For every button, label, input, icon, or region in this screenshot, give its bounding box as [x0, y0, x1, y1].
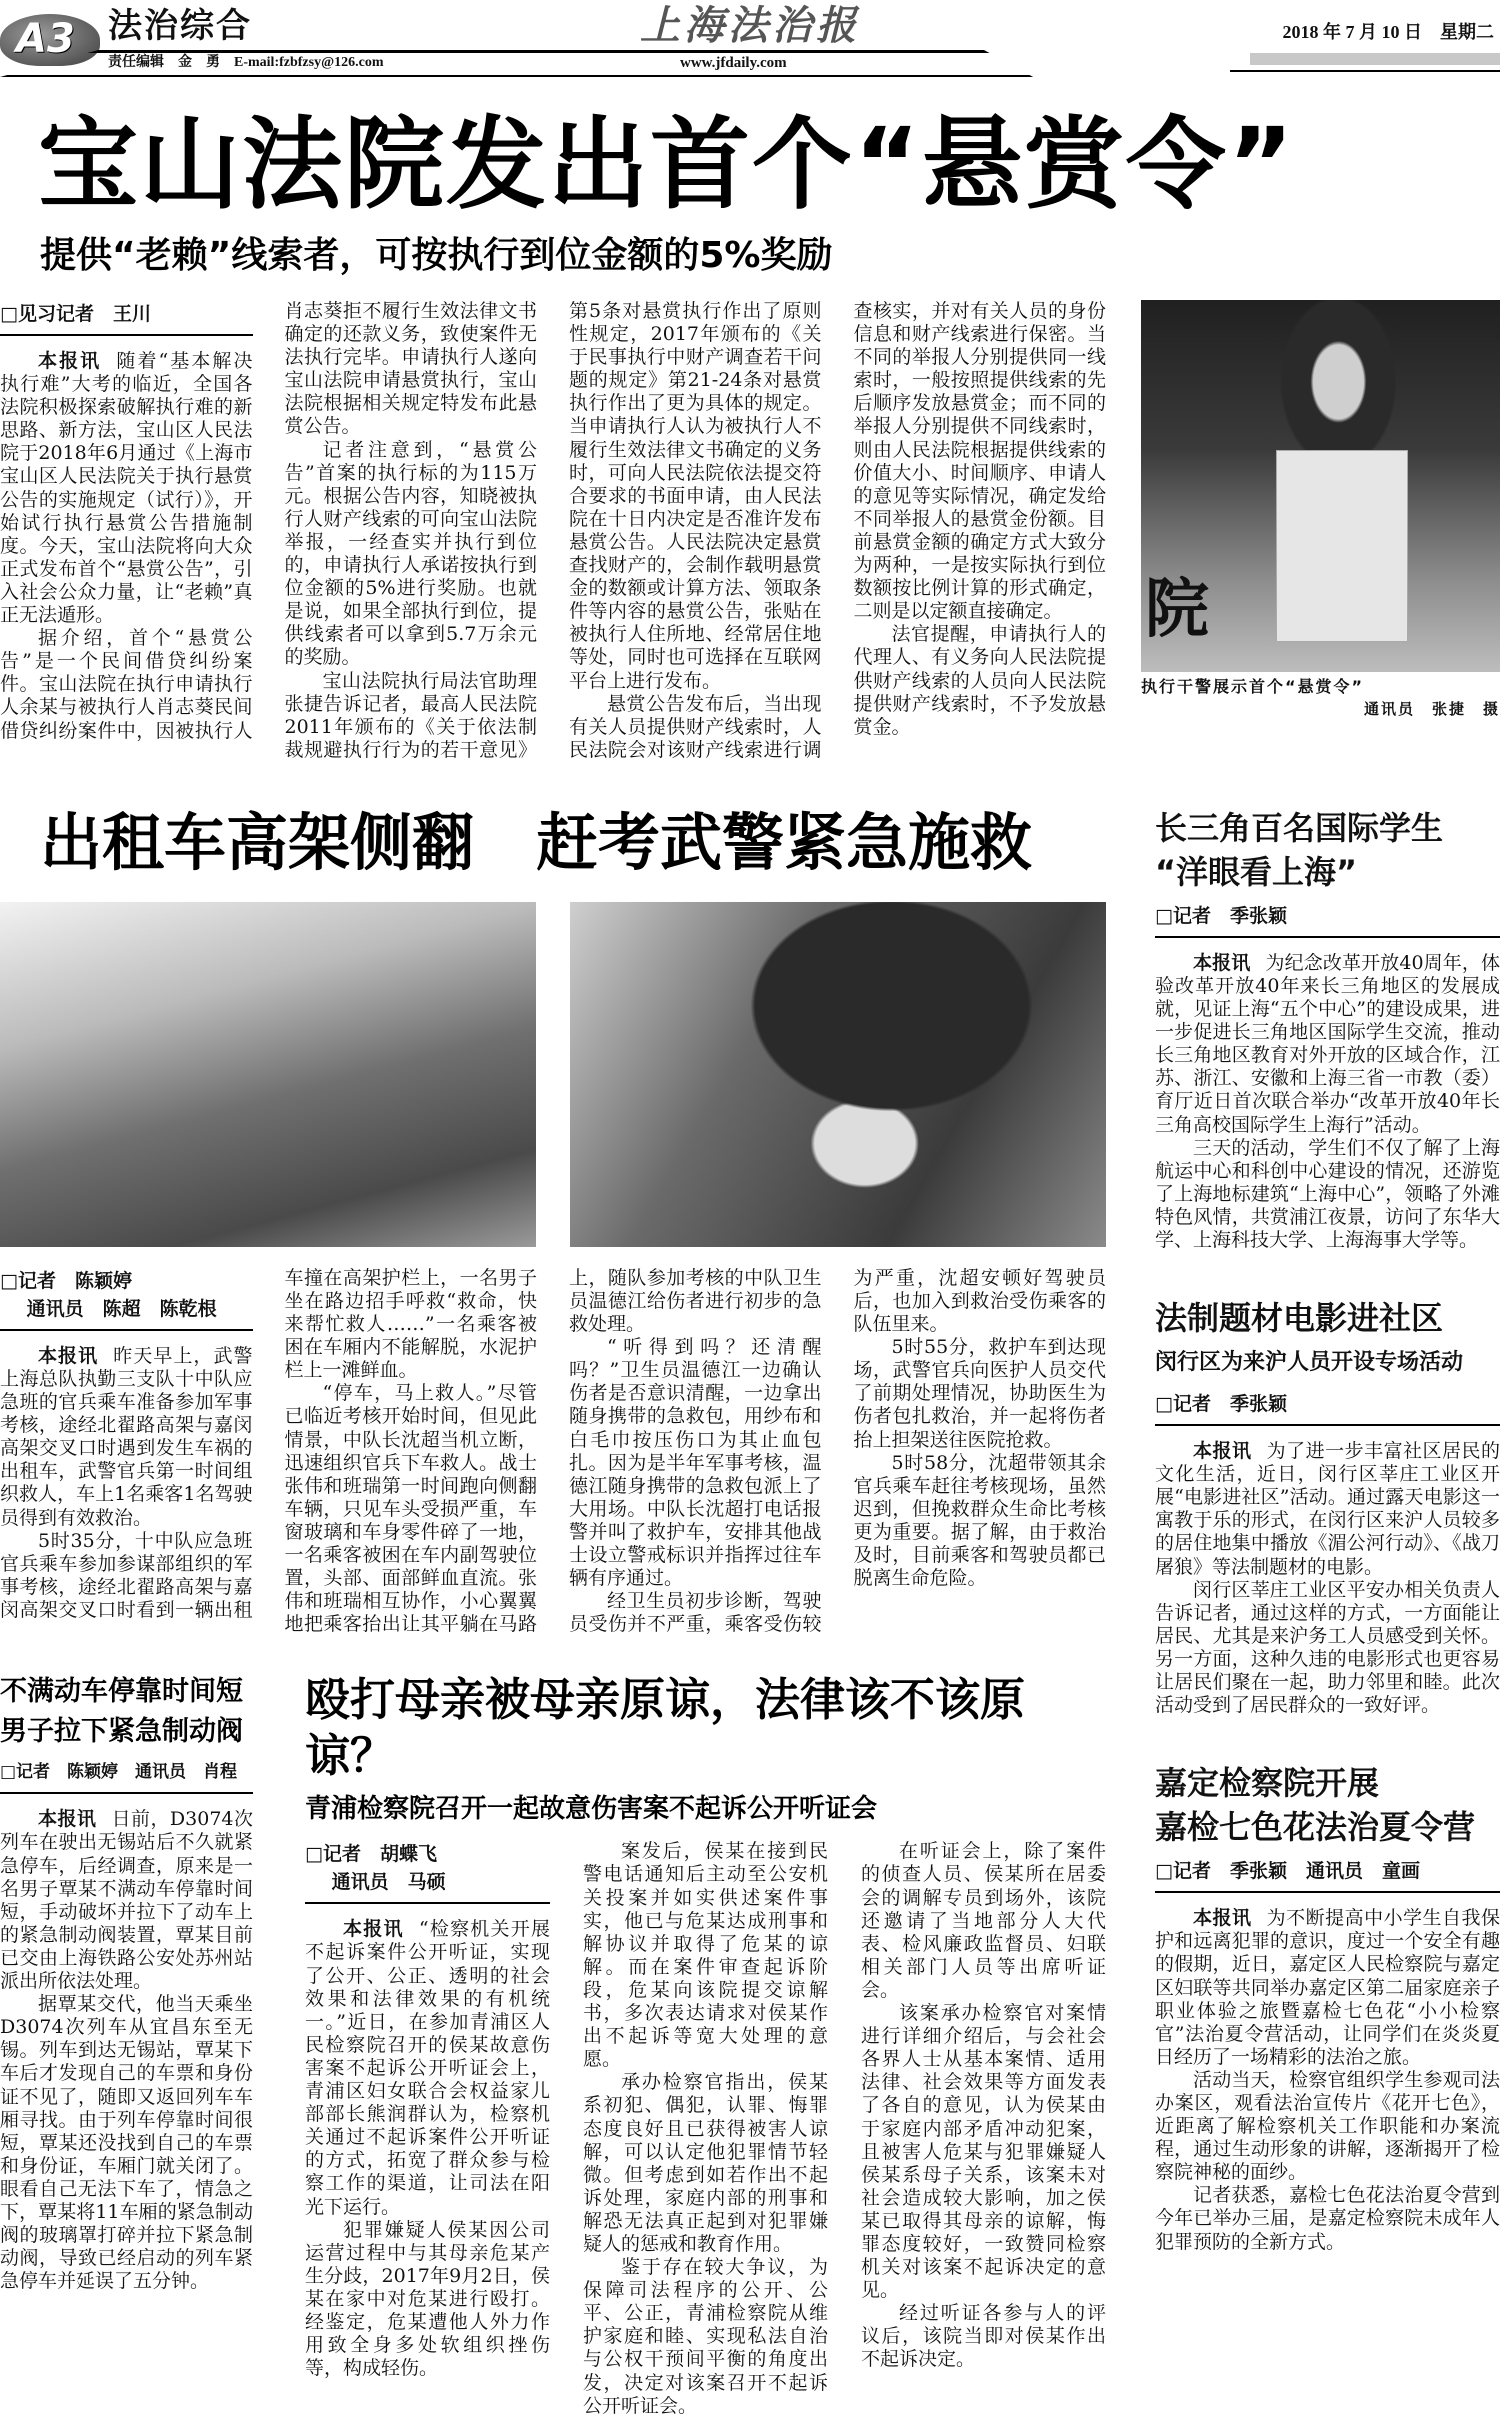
header-gray-bar — [1250, 53, 1500, 65]
headline-line-2: “洋眼看上海” — [1155, 852, 1358, 891]
overturned-taxi-photo — [0, 902, 536, 1247]
paragraph-text: 5时58分，沈超带领其余官兵乘车赶往考核现场，虽然迟到，但挽救群众生命比考核更为重要。据了解，由于救治及时，目前乘客和驾驶员都已脱离生命危险。 — [853, 1451, 1106, 1590]
paragraph — [0, 1808, 253, 1993]
byline — [0, 1267, 253, 1331]
dateline-lead: 本报讯 — [38, 1808, 97, 1831]
dateline-lead: 本报讯 — [38, 350, 102, 372]
court-sign-text: 院 — [1145, 573, 1209, 647]
article-students — [1155, 806, 1500, 1252]
paragraph-text: 5时35分，十中队应急班官兵乘车参加参谋部组织的军事考核，途经北翟路高架与嘉闵高架交叉口时看到一辆出租车撞在高架护栏上，一名男子坐在路边招手呼救“救命，快来帮忙救人……”一名乘客被困在车厢内不能解脱，水泥护栏上一滩鲜血。 — [0, 1266, 537, 1621]
paragraph — [1155, 1579, 1500, 1718]
lead-headline: 宝山法院发出首个“悬赏令” — [38, 106, 1296, 223]
lower-section — [0, 806, 1500, 2418]
paragraph — [0, 1345, 253, 1530]
paragraph-text: 为不断提高中小学生自我保护和远离犯罪的意识，度过一个安全有趣的假期，近日，嘉定区人民检察院与嘉定区妇联等共同举办嘉定区第二届家庭亲子职业体验之旅暨嘉检七色花“小小检察官”法治夏令营活动，让同学们在炎炎夏日经历了一场精彩的法治之旅。 — [1155, 1907, 1500, 2068]
paragraph-text: “停车，马上救人。”尽管已临近考核开始时间，但见此情景，中队长沈超当机立断，迅速组织官兵下车救人。战士张伟和班瑞第一时间跑向侧翻车辆，只见车头受损严重，车窗玻璃和车身零件碎了一地，一名乘客被困在车内副驾驶位置，头部、面部鲜血直流。张伟和班瑞相互协作，小心翼翼地把乘客抬出让其平躺在马路上，随队参加考核的中队卫生员温德江给伤者进行初步的急救处理。 — [284, 1266, 822, 1636]
paragraph-text: 日前，D3074次列车在驶出无锡站后不久就紧急停车，后经调查，原来是一名男子覃某不满动车停靠时间短，手动破坏并拉下了动车上的紧急制动阀装置，覃某目前已交由上海铁路公安处苏州站派出所依法处理。 — [0, 1808, 253, 1993]
paragraph — [861, 2302, 1106, 2371]
paragraph-text: 随着“基本解决执行难”大考的临近，全国各法院积极探索破解执行难的新思路、新方法，宝山区人民法院于2018年6月通过《上海市宝山区人民法院关于执行悬赏公告的实施规定（试行）》，开始试行执行悬赏公告措施制度。今天，宝山法院将向大众正式发布首个“悬赏公告”，引入社会公众力量，让“老赖”真正无法遁形。 — [0, 350, 253, 627]
paragraph-text: “检察机关开展不起诉案件公开听证，实现了公开、公正、透明的社会效果和法律效果的有机统一。”近日，在参加青浦区人民检察院召开的侯某故意伤害案不起诉公开听证会上，青浦区妇女联合会权益家儿部部长熊润群认为，检察机关通过不起诉案件公开听证的方式，拓宽了群众参与检察工作的渠道，让司法在阳光下运行。 — [305, 1918, 550, 2218]
officer-holding-notice-photo — [1141, 300, 1500, 672]
students-headline — [1155, 806, 1500, 894]
right-sidebar — [1155, 806, 1500, 2298]
section-title: 法治综合 — [108, 6, 252, 46]
paragraph — [305, 2219, 550, 2381]
article-paragraphs — [305, 1840, 1106, 2417]
paragraph — [1155, 1907, 1500, 2069]
paragraph-text: 记者获悉，嘉检七色花法治夏令营到今年已举办三届，是嘉定检察院未成年人犯罪预防的全新方式。 — [1155, 2184, 1500, 2253]
paragraph-text: 法官提醒，申请执行人的代理人、有义务向人民法院提供财产线索的人员向人民法院提供财产线索时，不予发放悬赏金。 — [853, 623, 1106, 738]
byline: □记者 季张颖 通讯员 童画 — [1155, 1857, 1500, 1893]
main-column — [0, 806, 1106, 2418]
photo-column — [1141, 300, 1500, 720]
paragraph-text: 悬赏公告发布后，当出现有关人员提供财产线索时，人民法院会对该财产线索进行调查核实，并对有关人员的身份信息和财产线索进行保密。当不同的举报人分别提供同一线索时，一般按照提供线索的先后顺序发放悬赏金；而不同的举报人分别提供不同线索时，则由人民法院根据提供线索的价值大小、时间顺序、申请人的意见等实际情况，确定发给不同举报人的悬赏金份额。目前悬赏金额的确定方式大致分为两种，一是按实际执行到位数额按比例计算的形式确定，二则是以定额直接确定。 — [569, 300, 1106, 761]
article-train — [0, 1672, 253, 2293]
article-paragraphs — [1155, 1907, 1500, 2253]
paragraph-text: 据介绍，首个“悬赏公告”是一个民间借贷纠纷案件。宝山法院在执行申请执行人余某与被执行人肖志葵民间借贷纠纷案件中，因被执行人肖志葵拒不履行生效法律文书确定的还款义务，致使案件无法执行完毕。申请执行人遂向宝山法院申请悬赏执行，宝山法院根据相关规定特发布此悬赏公告。 — [0, 300, 537, 742]
headline-line-1: 嘉定检察院开展 — [1155, 1764, 1380, 1803]
paragraph — [569, 1336, 822, 1590]
header-rule-right — [1230, 70, 1500, 72]
paragraph-text: 昨天早上，武警上海总队执勤三支队十中队应急班的官兵乘车准备参加军事考核，途经北翟路高架与嘉闵高架交叉口时遇到发生车祸的出租车，武警官兵第一时间组织救人，车上1名乘客1名驾驶员得到有效救治。 — [0, 1344, 253, 1529]
editor-credit: 责任编辑 金 勇 E-mail:fzbfzsy@126.com — [108, 55, 384, 70]
article-hearing — [305, 1672, 1106, 2417]
article-paragraphs — [0, 1808, 253, 2293]
paragraph-text: 案发后，侯某在接到民警电话通知后主动至公安机关投案并如实供述案件事实，他已与危某达成刑事和解协议并取得了危某的谅解。而在案件审查起诉阶段，危某向该院提交谅解书，多次表达请求对侯某作出不起诉等宽大处理的意愿。 — [583, 1840, 828, 2071]
dateline-lead: 本报讯 — [1193, 951, 1251, 974]
paragraph-text: 经过听证各参与人的评议后，该院当即对侯某作出不起诉决定。 — [861, 2302, 1106, 2371]
photo-caption: 执行干警展示首个“悬赏令” — [1141, 677, 1365, 696]
hearing-subtitle: 青浦检察院召开一起故意伤害案不起诉公开听证会 — [305, 1794, 878, 1825]
article-train-body — [0, 1758, 253, 2293]
headline-line-2: 男子拉下紧急制动阀 — [0, 1716, 243, 1748]
paragraph-text: 闵行区莘庄工业区平安办相关负责人告诉记者，通过这样的方式，一方面能让居民、尤其是来沪务工人员感受到关怀。另一方面，这种久违的电影形式也更容易让居民们聚在一起，助力邻里和睦。此次活动受到了居民群众的一致好评。 — [1155, 1578, 1500, 1717]
byline-correspondent: 通讯员 马硕 — [331, 1871, 446, 1894]
byline: □记者 季张颖 — [1155, 902, 1500, 938]
headline-line-1: 不满动车停靠时间短 — [0, 1676, 243, 1708]
paragraph-text: 记者注意到，“悬赏公告”首案的执行标的为115万元。根据公告内容，知晓被执行人财产线索的可向宝山法院举报，一经查实并执行到位的，申请执行人承诺按执行到位金额的5%进行奖励。也就是说，如果全部执行到位，提供线索者可以拿到5.7万余元的奖励。 — [284, 438, 537, 669]
paragraph-text: 据覃某交代，他当天乘坐D3074次列车从宜昌东至无锡。列车到达无锡站，覃某下车后才发现自己的车票和身份证不见了，随即又返回列车车厢寻找。由于列车停靠时间很短，覃某还没找到自己的车票和身份证，车厢门就关闭了。眼看自己无法下车了，情急之下，覃某将11车厢的紧急制动阀的玻璃罩打碎并拉下紧急制动阀，导致已经启动的列车紧急停车并延误了五分钟。 — [0, 1993, 253, 2293]
paragraph-text: 5时55分，救护车到达现场，武警官兵向医护人员交代了前期处理情况，协助医生为伤者包扎救治，并一起将伤者抬上担架送往医院抢救。 — [853, 1336, 1106, 1451]
paragraph — [1155, 1137, 1500, 1252]
page-header — [0, 0, 1500, 76]
bottom-stories — [0, 1672, 1106, 2417]
paragraph-text: 鉴于存在较大争议，为保障司法程序的公开、公平、公正，青浦检察院从维护家庭和睦、实现私法自治与公权干预间平衡的角度出发，决定对该案召开不起诉公开听证会。 — [583, 2256, 828, 2417]
paragraph — [1155, 952, 1500, 1137]
paragraph — [1155, 1440, 1500, 1579]
byline-reporter: □记者 陈颖婷 — [0, 1269, 132, 1292]
paragraph — [861, 2002, 1106, 2302]
dateline-lead: 本报讯 — [1193, 1907, 1252, 1930]
paragraph — [1155, 2184, 1500, 2253]
taxi-headline: 出租车高架侧翻 赶考武警紧急施救 — [40, 805, 1033, 879]
paragraph — [854, 1336, 1107, 1451]
paragraph — [285, 439, 538, 670]
article-bounty-body — [0, 300, 1106, 762]
byline-reporter: □记者 胡蝶飞 — [305, 1843, 437, 1866]
paragraph-text: 为了进一步丰富社区居民的文化生活，近日，闵行区莘庄工业区开展“电影进社区”活动。通过露天电影这一寓教于乐的形式，在闵行区来沪人员较多的居住地集中播放《湄公河行动》、《战刀屠狼》等法制题材的电影。 — [1155, 1440, 1500, 1578]
film-headline: 法制题材电影进社区 — [1155, 1299, 1444, 1338]
film-subtitle: 闵行区为来沪人员开设专场活动 — [1155, 1350, 1464, 1376]
dateline-lead: 本报讯 — [38, 1344, 99, 1367]
photo-credit: 通讯员 张捷 摄 — [1363, 700, 1500, 718]
paragraph — [861, 1840, 1106, 2002]
website-url[interactable]: www.jfdaily.com — [680, 55, 787, 71]
byline — [305, 1840, 550, 1904]
paragraph-text: 承办检察官指出，侯某系初犯、偶犯，认罪、悔罪态度良好且已获得被害人谅解，可以认定他犯罪情节轻微。但考虑到如若作出不起诉处理，家庭内部的刑事和解恐无法真正起到对犯罪嫌疑人的惩戒和教育作用。 — [583, 2071, 828, 2255]
byline: □见习记者 王川 — [0, 300, 253, 336]
article-paragraphs — [0, 300, 1106, 762]
lead-subtitle: 提供“老赖”线索者，可按执行到位金额的5%奖励 — [40, 235, 833, 276]
byline-correspondent: 通讯员 陈超 陈乾根 — [26, 1297, 217, 1320]
article-camp — [1155, 1761, 1500, 2253]
camp-headline — [1155, 1761, 1500, 1849]
rescue-scene-photo — [570, 902, 1106, 1247]
paragraph-text: “听得到吗？还清醒吗？”卫生员温德江一边确认伤者是否意识清醒，一边拿出随身携带的急救包，用纱布和白毛巾按压伤口为其止血包扎。因为是半年军事考核，温德江随身携带的急救包派上了大用场。中队长沈超打电话报警并叫了救护车，安排其他战士设立警戒标识并指挥过往车辆有序通过。 — [569, 1336, 822, 1590]
article-hearing-body — [305, 1840, 1106, 2417]
paragraph — [0, 350, 253, 627]
train-headline — [0, 1672, 253, 1752]
paragraph — [0, 1993, 253, 2293]
page-number: A3 — [16, 16, 75, 62]
article-film — [1155, 1296, 1500, 1717]
paragraph-text: 该案承办检察官对案情进行详细介绍后，与会社会各界人士从基本案情、适用法律、社会效果等方面发表了各自的意见，认为侯某由于家庭内部矛盾冲动犯案，且被害人危某与犯罪嫌疑人侯某系母子关系，该案未对社会造成较大影响，加之侯某已取得其母亲的谅解，悔罪态度较好，一致赞同检察机关对该案不起诉决定的意见。 — [861, 2002, 1106, 2302]
dateline-lead: 本报讯 — [343, 1918, 404, 1941]
headline-line-1: 长三角百名国际学生 — [1155, 808, 1444, 847]
paragraph — [583, 2071, 828, 2256]
paragraph — [583, 2256, 828, 2418]
paragraph-text: 在听证会上，除了案件的侦查人员、侯某所在居委会的调解专员到场外，该院还邀请了当地部分人大代表、检风廉政监督员、妇联相关部门人员等出席听证会。 — [861, 1840, 1106, 2001]
headline-line-2: 嘉检七色花法治夏令营 — [1155, 1808, 1476, 1847]
dateline-lead: 本报讯 — [1193, 1440, 1252, 1463]
paragraph-text: 宝山法院执行局法官助理张捷告诉记者，最高人民法院2011年颁布的《关于依法制裁规避执行行为的若干意见》第5条对悬赏执行作出了原则性规定，2017年颁布的《关于民事执行中财产调查若干问题的规定》第21-24条对悬赏执行作出了更为具体的规定。当申请执行人认为被执行人不履行生效法律文书确定的义务时，可向人民法院依法提交符合要求的书面申请，由人民法院在十日内决定是否准许发布悬赏公告。人民法院决定悬赏查找财产的，会制作载明悬赏金的数额或计算方法、领取条件等内容的悬赏公告，张贴在被执行人住所地、经常居住地等处，同时也可选择在互联网平台上进行发布。 — [284, 300, 822, 761]
paragraph — [854, 623, 1107, 738]
lead-story-row — [0, 300, 1500, 762]
issue-date: 2018 年 7 月 10 日 星期二 — [1282, 22, 1494, 42]
paragraph-text: 为纪念改革开放40周年，体验改革开放40年来长三角地区的发展成就，见证上海“五个中心”的建设成果，进一步促进长三角地区国际学生交流，推动长三角地区教育对外开放的区域合作，江苏、浙江、安徽和上海三省一市教（委）育厅近日首次联合举办“改革开放40年长三角高校国际学生上海行”活动。 — [1155, 951, 1500, 1136]
paragraph — [1155, 2069, 1500, 2184]
article-paragraphs — [1155, 1440, 1500, 1717]
byline: □记者 季张颖 — [1155, 1390, 1500, 1426]
paragraph-text: 活动当天，检察官组织学生参观司法办案区，观看法治宣传片《花开七色》，近距离了解检察机关工作职能和办案流程，通过生动形象的讲解，逐渐揭开了检察院神秘的面纱。 — [1155, 2068, 1500, 2184]
byline: □记者 陈颖婷 通讯员 肖程 — [0, 1758, 253, 1794]
article-paragraphs — [1155, 952, 1500, 1252]
article-taxi-body — [0, 1267, 1106, 1637]
bounty-notice-document — [1276, 450, 1408, 642]
paragraph — [583, 1840, 828, 2071]
paragraph-text: 经卫生员初步诊断，驾驶员受伤并不严重，乘客受伤较为严重，沈超安顿好驾驶员后，也加入到救治受伤乘客的队伍里来。 — [569, 1266, 1106, 1636]
paragraph — [854, 1452, 1107, 1591]
paragraph-text: 三天的活动，学生们不仅了解了上海航运中心和科创中心建设的情况，还游览了上海地标建筑“上海中心”，领略了外滩特色风情，共赏浦江夜景，访问了东华大学、上海科技大学、上海海事大学等。 — [1155, 1136, 1500, 1251]
newspaper-masthead-logo: 上海法治报 — [640, 2, 860, 49]
paragraph — [305, 1918, 550, 2218]
hearing-headline: 殴打母亲被母亲原谅，法律该不该原谅？ — [305, 1673, 1026, 1783]
taxi-photos — [0, 902, 1106, 1247]
paragraph-text: 犯罪嫌疑人侯某因公司运营过程中与其母亲危某产生分歧，2017年9月2日，侯某在家中对危某进行殴打。经鉴定，危某遭他人外力作用致全身多处软组织挫伤等，构成轻伤。 — [305, 2218, 550, 2380]
